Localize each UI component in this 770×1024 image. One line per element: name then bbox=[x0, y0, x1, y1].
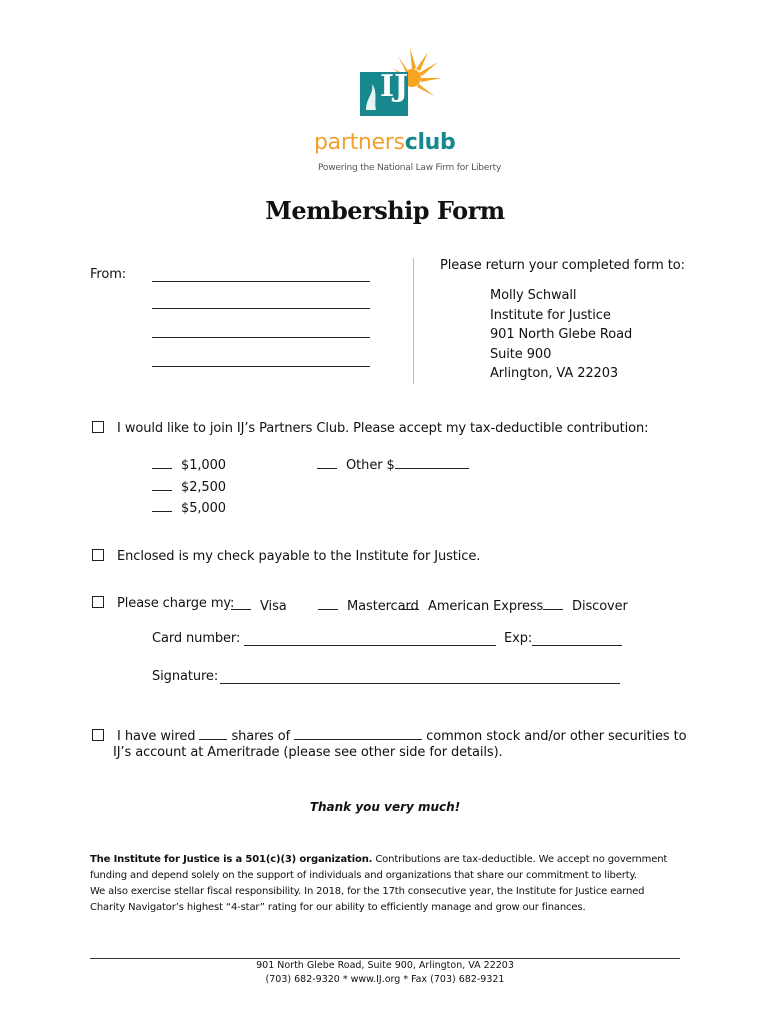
from-line-4[interactable] bbox=[152, 366, 370, 367]
amount-row-1 bbox=[152, 455, 226, 474]
footer-note bbox=[90, 852, 690, 916]
amount-value: $2,500 bbox=[181, 480, 226, 495]
check-text: Enclosed is my check payable to the Institute for Justice. bbox=[117, 549, 481, 564]
join-checkbox[interactable] bbox=[92, 421, 104, 433]
address-line: Institute for Justice bbox=[490, 307, 611, 323]
wire-text-3: common stock and/or other securities to bbox=[426, 729, 687, 744]
thank-you-text: Thank you very much! bbox=[309, 800, 461, 814]
join-text: I would like to join IJ’s Partners Club. Please accept my tax-deductible contribution: bbox=[117, 421, 649, 436]
card-blank[interactable] bbox=[543, 596, 563, 610]
footer-address bbox=[0, 959, 770, 987]
footer-note-text: funding and depend solely on the support of individuals and organizations that share our commitment to liberty. bbox=[90, 870, 637, 881]
card-blank[interactable] bbox=[399, 596, 419, 610]
card-name: Visa bbox=[260, 599, 287, 614]
address-line: Arlington, VA 22203 bbox=[490, 366, 619, 381]
amount-row-3 bbox=[152, 498, 226, 517]
card-number-row bbox=[152, 631, 240, 647]
footer-contact-line: (703) 682-9320 * www.IJ.org * Fax (703) 682-9321 bbox=[265, 974, 505, 985]
amount-blank[interactable] bbox=[152, 498, 172, 512]
vertical-divider bbox=[413, 258, 414, 384]
from-label: From: bbox=[90, 267, 127, 282]
other-label: Other $ bbox=[346, 458, 395, 473]
wire-row bbox=[92, 726, 686, 745]
card-name: American Express bbox=[428, 599, 544, 614]
signature-label: Signature: bbox=[152, 669, 219, 684]
page-title: Membership Form bbox=[265, 196, 505, 225]
amount-blank[interactable] bbox=[152, 455, 172, 469]
amount-value: $1,000 bbox=[181, 458, 226, 473]
card-number-label: Card number: bbox=[152, 631, 241, 646]
card-option-visa bbox=[231, 596, 287, 615]
card-name: Mastercard bbox=[347, 599, 419, 614]
charge-label: Please charge my: bbox=[117, 596, 235, 611]
amount-blank[interactable] bbox=[152, 477, 172, 491]
wire-text-2: shares of bbox=[231, 729, 291, 744]
card-name: Discover bbox=[572, 599, 628, 614]
address-line: Suite 900 bbox=[490, 346, 552, 362]
wire-text-1: I have wired bbox=[117, 729, 196, 744]
footer-note-text: We also exercise stellar fiscal responsibility. In 2018, for the 17th consecutive year, the Institute for Justice earned bbox=[90, 886, 645, 897]
logo-mark-text: IJ bbox=[380, 69, 409, 104]
return-heading: Please return your completed form to: bbox=[440, 258, 685, 273]
wire-checkbox[interactable] bbox=[92, 729, 104, 741]
exp-label: Exp: bbox=[504, 631, 533, 646]
logo-name-left: partners bbox=[314, 130, 405, 155]
card-number-field[interactable] bbox=[244, 645, 496, 646]
logo-name-right: club bbox=[404, 130, 456, 155]
wire-shares-field[interactable] bbox=[199, 726, 227, 740]
wire-stock-field[interactable] bbox=[294, 726, 422, 740]
other-amount-field[interactable] bbox=[395, 455, 469, 469]
address-line: Molly Schwall bbox=[490, 288, 577, 303]
charge-row bbox=[92, 596, 234, 612]
signature-field[interactable] bbox=[220, 683, 620, 684]
from-line-3[interactable] bbox=[152, 337, 370, 338]
join-row bbox=[92, 421, 648, 437]
footer-note-text: Charity Navigator’s highest “4-star” rating for our ability to efficiently manage and grow our finances. bbox=[90, 902, 586, 913]
wire-text-line2: IJ’s account at Ameritrade (please see other side for details). bbox=[113, 745, 503, 760]
footer-note-text: Contributions are tax-deductible. We accept no government bbox=[372, 854, 668, 865]
other-blank[interactable] bbox=[317, 455, 337, 469]
footer-note-bold: The Institute for Justice is a 501(c)(3) organization. bbox=[90, 854, 373, 865]
card-blank[interactable] bbox=[318, 596, 338, 610]
other-amount-row bbox=[317, 455, 469, 474]
card-blank[interactable] bbox=[231, 596, 251, 610]
from-line-1[interactable] bbox=[152, 281, 370, 282]
from-line-2[interactable] bbox=[152, 308, 370, 309]
amount-row-2 bbox=[152, 477, 226, 496]
card-option-discover bbox=[543, 596, 628, 615]
check-row bbox=[92, 549, 480, 565]
charge-checkbox[interactable] bbox=[92, 596, 104, 608]
card-option-amex bbox=[399, 596, 543, 615]
logo-tagline: Powering the National Law Firm for Liberty bbox=[318, 163, 502, 173]
exp-field[interactable] bbox=[532, 645, 622, 646]
address-line: 901 North Glebe Road bbox=[490, 327, 633, 342]
amount-value: $5,000 bbox=[181, 501, 226, 516]
footer-address-line: 901 North Glebe Road, Suite 900, Arlington, VA 22203 bbox=[256, 960, 514, 971]
return-address bbox=[490, 286, 632, 384]
check-checkbox[interactable] bbox=[92, 549, 104, 561]
